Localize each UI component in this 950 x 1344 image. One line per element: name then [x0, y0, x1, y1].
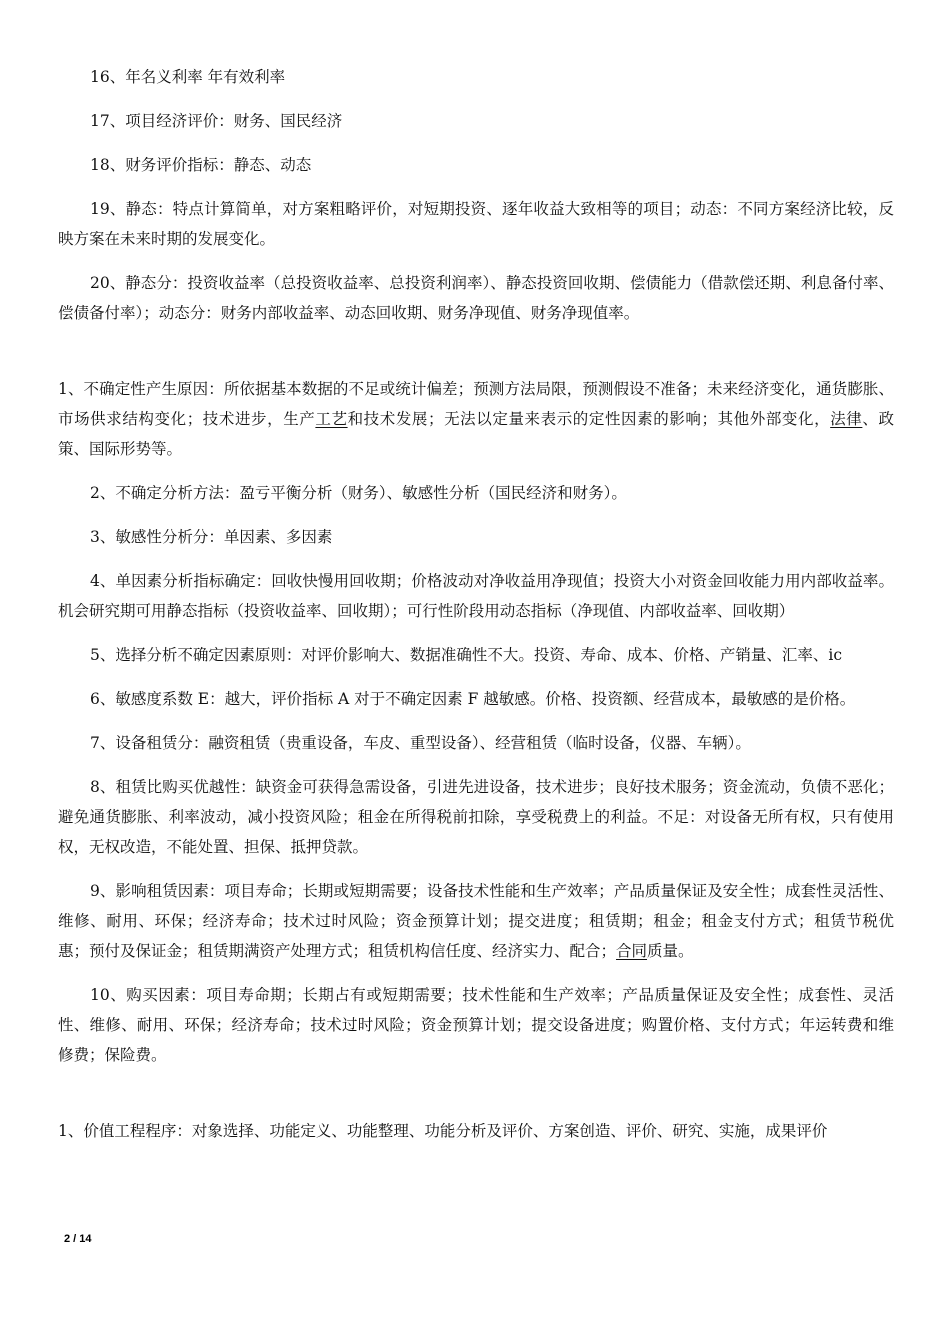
link-falv[interactable]: 法律 — [830, 410, 863, 428]
paragraph-17: 17、项目经济评价：财务、国民经济 — [90, 112, 343, 130]
paragraph-uncertainty-6: 6、敏感度系数 E：越大，评价指标 A 对于不确定因素 F 越敏感。价格、投资额、经营成本，最敏感的是价格。 — [90, 690, 856, 708]
paragraph-19: 19、静态：特点计算简单，对方案粗略评价，对短期投资、逐年收益大致相等的项目；动态：不同方案经济比较，反映方案在未来时期的发展变化。 — [58, 200, 894, 248]
paragraph-text: 1、不确定性产生原因：所依据基本数据的不足或统计偏差；预测方法局限，预测假设不准备；未来经济变化，通货膨胀、市场供求结构变化；技术进步，生产 — [58, 380, 894, 428]
paragraph-uncertainty-1 — [58, 374, 894, 464]
paragraph-text: 和技术发展；无法以定量来表示的定性因素的影响；其他外部变化， — [347, 410, 831, 428]
link-gongyi[interactable]: 工艺 — [315, 410, 348, 428]
paragraph-20: 20、静态分：投资收益率（总投资收益率、总投资利润率）、静态投资回收期、偿债能力（借款偿还期、利息备付率、偿债备付率）；动态分：财务内部收益率、动态回收期、财务净现值、财务净现值率。 — [58, 274, 894, 322]
paragraph-uncertainty-3: 3、敏感性分析分：单因素、多因素 — [90, 528, 333, 546]
paragraph-uncertainty-2: 2、不确定分析方法：盈亏平衡分析（财务）、敏感性分析（国民经济和财务）。 — [90, 484, 627, 502]
paragraph-18: 18、财务评价指标：静态、动态 — [90, 156, 312, 174]
paragraph-uncertainty-10: 10、购买因素：项目寿命期；长期占有或短期需要；技术性能和生产效率；产品质量保证及安全性；成套性、灵活性、维修、耐用、环保；经济寿命；技术过时风险；资金预算计划；提交设备进度；购置价格、支付方式；年运转费和维修费；保险费。 — [58, 986, 894, 1064]
paragraph-text: 、政策、国际形势等。 — [58, 410, 894, 458]
paragraph-uncertainty-4: 4、单因素分析指标确定：回收快慢用回收期；价格波动对净收益用净现值；投资大小对资金回收能力用内部收益率。机会研究期可用静态指标（投资收益率、回收期）；可行性阶段用动态指标（净现值、内部收益率、回收期） — [58, 572, 894, 620]
paragraph-uncertainty-7: 7、设备租赁分：融资租赁（贵重设备，车皮、重型设备）、经营租赁（临时设备，仪器、车辆）。 — [90, 734, 751, 752]
paragraph-text: 质量。 — [647, 942, 694, 960]
paragraph-uncertainty-5: 5、选择分析不确定因素原则：对评价影响大、数据准确性不大。投资、寿命、成本、价格、产销量、汇率、ic — [90, 646, 843, 664]
link-hetong[interactable]: 合同 — [616, 942, 648, 960]
paragraph-value-engineering-1: 1、价值工程程序：对象选择、功能定义、功能整理、功能分析及评价、方案创造、评价、研究、实施，成果评价 — [58, 1122, 828, 1140]
paragraph-uncertainty-9 — [58, 876, 894, 966]
paragraph-text: 9、影响租赁因素：项目寿命；长期或短期需要；设备技术性能和生产效率；产品质量保证及安全性；成套性灵活性、维修、耐用、环保；经济寿命；技术过时风险；资金预算计划；提交进度；租赁期；租金；租金支付方式；租赁节税优惠；预付及保证金；租赁期满资产处理方式；租赁机构信任度、经济实力、配合； — [58, 882, 894, 960]
paragraph-16: 16、年名义利率 年有效利率 — [90, 68, 286, 86]
paragraph-uncertainty-8: 8、租赁比购买优越性：缺资金可获得急需设备，引进先进设备，技术进步；良好技术服务；资金流动，负债不恶化；避免通货膨胀、利率波动，减小投资风险；租金在所得税前扣除，享受税费上的利益。不足：对设备无所有权，只有使用权，无权改造，不能处置、担保、抵押贷款。 — [58, 778, 894, 856]
page-number: 2 / 14 — [64, 1233, 92, 1245]
document-page — [58, 62, 894, 1146]
